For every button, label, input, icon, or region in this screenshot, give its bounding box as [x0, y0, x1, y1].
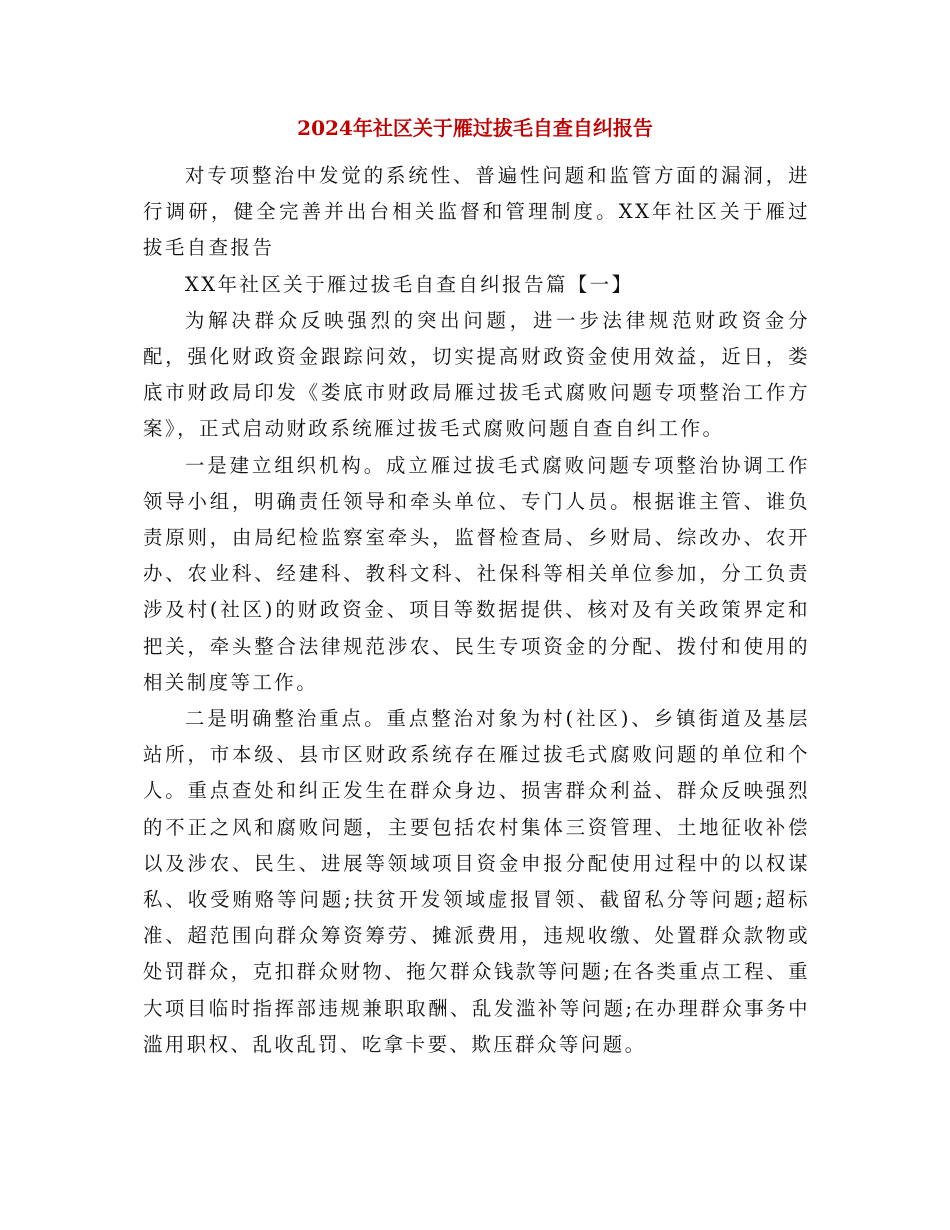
document-body — [143, 158, 810, 1063]
paragraph-section-heading: XX年社区关于雁过拔毛自查自纠报告篇【一】 — [185, 272, 634, 296]
paragraph-organization: 一是建立组织机构。成立雁过拔毛式腐败问题专项整治协调工作领导小组，明确责任领导和牵头单位、专门人员。根据谁主管、谁负责原则，由局纪检监察室牵头，监督检查局、乡财局、综改办、农开办、农业科、经建科、教科文科、社保科等相关单位参加，分工负责涉及村(社区)的财政资金、项目等数据提供、核对及有关政策界定和把关，牵头整合法律规范涉农、民生专项资金的分配、拨付和使用的相关制度等工作。 — [143, 453, 810, 694]
document-title: 2024年社区关于雁过拔毛自查自纠报告 — [297, 116, 653, 140]
paragraph-intro: 对专项整治中发觉的系统性、普遍性问题和监管方面的漏洞，进行调研，健全完善并出台相关监督和管理制度。XX年社区关于雁过拔毛自查报告 — [143, 164, 810, 260]
paragraph-focus: 二是明确整治重点。重点整治对象为村(社区)、乡镇街道及基层站所，市本级、县市区财政系统存在雁过拔毛式腐败问题的单位和个人。重点查处和纠正发生在群众身边、损害群众利益、群众反映强烈的不正之风和腐败问题，主要包括农村集体三资管理、土地征收补偿以及涉农、民生、进展等领域项目资金申报分配使用过程中的以权谋私、收受贿赂等问题;扶贫开发领域虚报冒领、截留私分等问题;超标准、超范围向群众筹资筹劳、摊派费用，违规收缴、处置群众款物或处罚群众，克扣群众财物、拖欠群众钱款等问题;在各类重点工程、重大项目临时指挥部违规兼职取酬、乱发滥补等问题;在办理群众事务中滥用职权、乱收乱罚、吃拿卡要、欺压群众等问题。 — [143, 707, 810, 1056]
paragraph-background: 为解决群众反映强烈的突出问题，进一步法律规范财政资金分配，强化财政资金跟踪问效，切实提高财政资金使用效益，近日，娄底市财政局印发《娄底市财政局雁过拔毛式腐败问题专项整治工作方案》，正式启动财政系统雁过拔毛式腐败问题自查自纠工作。 — [143, 308, 810, 441]
